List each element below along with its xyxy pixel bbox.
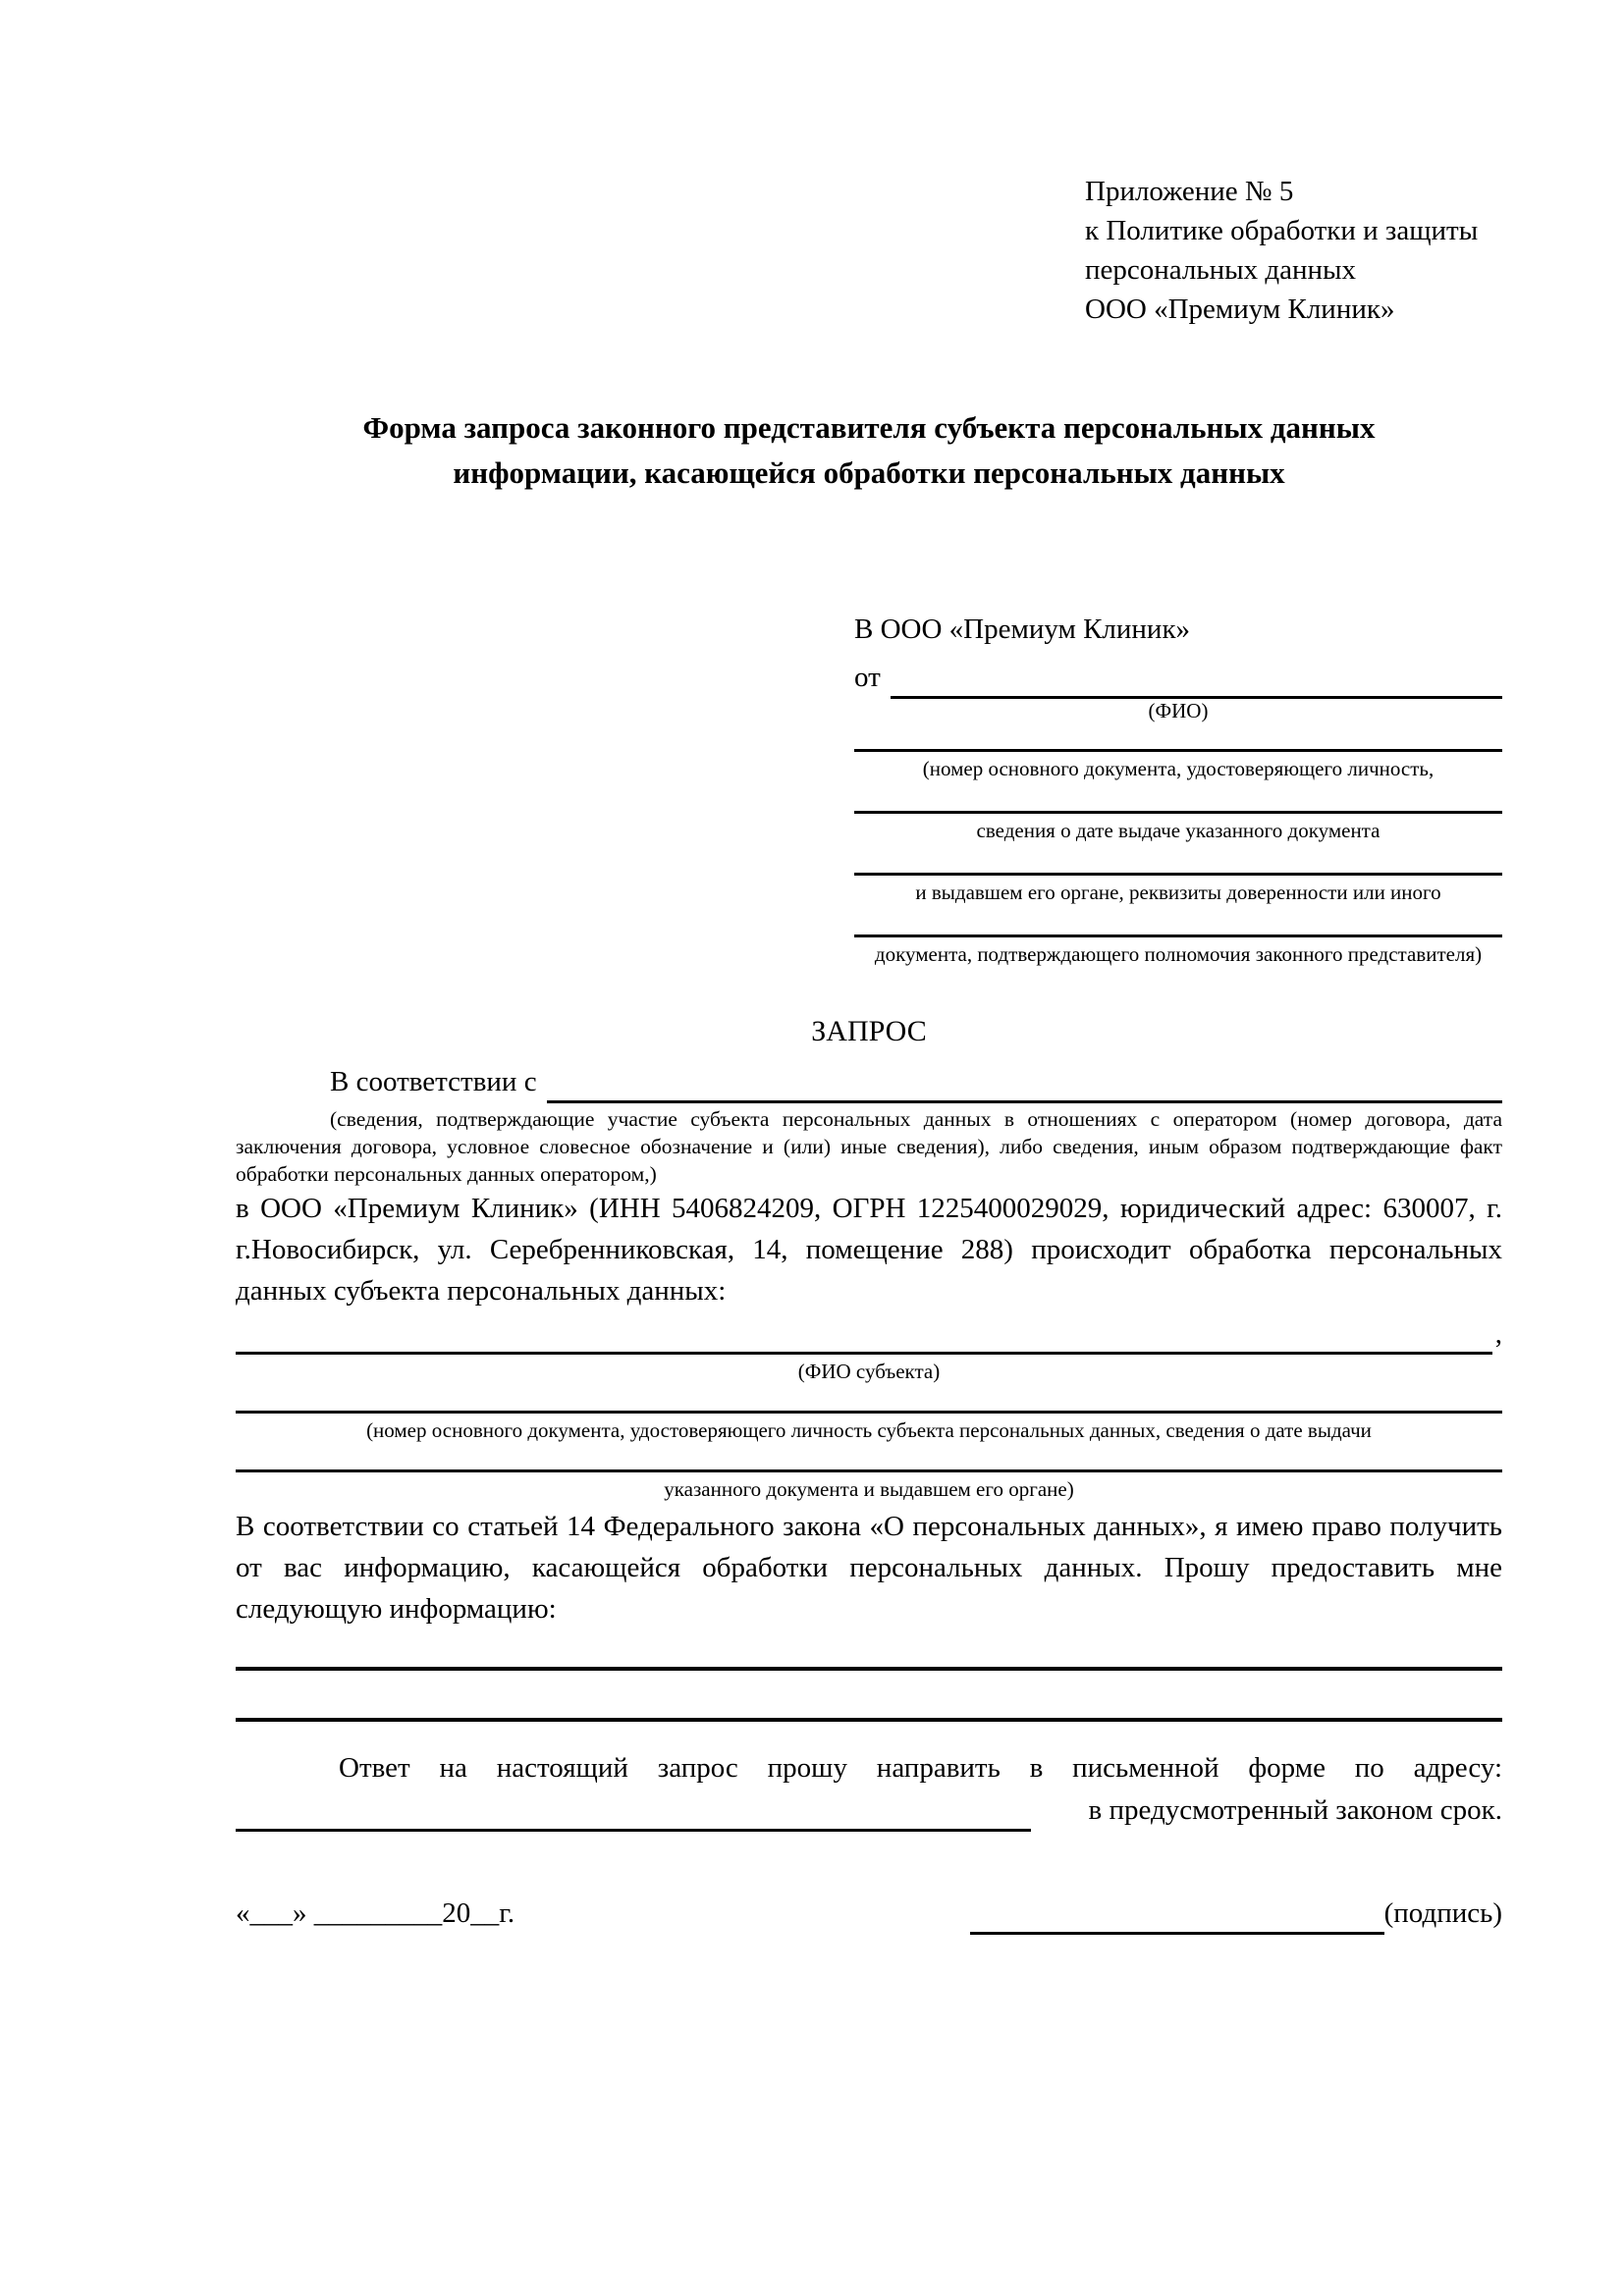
document-field	[854, 749, 1502, 781]
appendix-line: к Политике обработки и защиты	[1085, 215, 1479, 246]
document-field	[854, 873, 1502, 905]
appendix-block	[1085, 172, 1502, 329]
document-title	[236, 405, 1502, 496]
appendix-line: персональных данных	[1085, 254, 1357, 286]
request-heading: ЗАПРОС	[811, 1015, 927, 1047]
reply-tail-text: в предусмотренный законом срок.	[1088, 1794, 1502, 1826]
document-field	[854, 934, 1502, 967]
information-blank-line	[236, 1629, 1502, 1671]
footer-row	[236, 1893, 1502, 1935]
from-label: от	[854, 662, 881, 693]
subject-doc-caption: (номер основного документа, удостоверяющего личность субъекта персональных данных, сведения о дате выдачи	[366, 1418, 1372, 1442]
signature-group	[970, 1893, 1502, 1935]
appendix-line: ООО «Премиум Клиник»	[1085, 294, 1395, 325]
fio-caption: (ФИО)	[1148, 699, 1209, 722]
blank-field-line	[854, 749, 1502, 752]
blank-field-line	[854, 811, 1502, 814]
from-row	[854, 657, 1502, 699]
subject-fio-row	[236, 1313, 1502, 1355]
subject-doc-caption: указанного документа и выдавшем его органе)	[664, 1477, 1074, 1501]
subject-doc-blank-field	[236, 1443, 1502, 1472]
subject-fio-blank-field	[236, 1321, 1492, 1355]
subject-fio-caption: (ФИО субъекта)	[797, 1360, 941, 1383]
addressee-organization: В ООО «Премиум Клиник»	[854, 614, 1191, 645]
date-blank-line: «___» _________20__г.	[236, 1897, 515, 1929]
appendix-line: Приложение № 5	[1085, 176, 1294, 207]
reply-address-blank-field	[236, 1798, 1031, 1832]
accordance-row	[236, 1061, 1502, 1103]
document-title-line: информации, касающейся обработки персональных данных	[453, 455, 1285, 490]
accordance-label: В соответствии с	[330, 1066, 537, 1097]
document-title-line: Форма запроса законного представителя субъекта персональных данных	[362, 410, 1376, 445]
blank-field-line	[854, 873, 1502, 876]
information-blank-line	[236, 1671, 1502, 1722]
addressee-block	[854, 609, 1502, 967]
signature-caption: (подпись)	[1383, 1897, 1502, 1929]
document-field	[854, 811, 1502, 843]
law-paragraph: В соответствии со статьей 14 Федерального закона «О персональных данных», я имею право получить от вас информацию, касающейся обработки персональных данных. Прошу предоставить мне следующую информацию:	[236, 1511, 1502, 1625]
field-caption: документа, подтверждающего полномочия законного представителя)	[874, 942, 1483, 966]
signature-blank-field	[970, 1905, 1384, 1935]
from-blank-field	[891, 664, 1502, 699]
field-caption: сведения о дате выдаче указанного документа	[976, 819, 1380, 842]
accordance-blank-field	[547, 1068, 1502, 1103]
blank-field-line	[854, 934, 1502, 937]
subject-comma: ,	[1494, 1318, 1502, 1350]
reply-paragraph: Ответ на настоящий запрос прошу направить в письменной форме по адресу:	[339, 1752, 1502, 1784]
field-caption: (номер основного документа, удостоверяющего личность,	[922, 757, 1435, 780]
accordance-caption: (сведения, подтверждающие участие субъекта персональных данных в отношениях с оператором (номер договора, дата заключения договора, условное словесное обозначение и (или) иные сведения), либо сведения, иным образом подтверждающие факт обработки персональных данных оператором,)	[236, 1107, 1502, 1186]
field-caption: и выдавшем его органе, реквизиты доверенности или иного	[915, 881, 1441, 904]
reply-address-row	[236, 1789, 1502, 1832]
operator-paragraph: в ООО «Премиум Клиник» (ИНН 5406824209, ОГРН 1225400029029, юридический адрес: 630007, г. г.Новосибирск, ул. Серебренниковская, 14, помещение 288) происходит обработка персональных данных субъекта персональных данных:	[236, 1193, 1502, 1307]
subject-doc-blank-field	[236, 1384, 1502, 1414]
